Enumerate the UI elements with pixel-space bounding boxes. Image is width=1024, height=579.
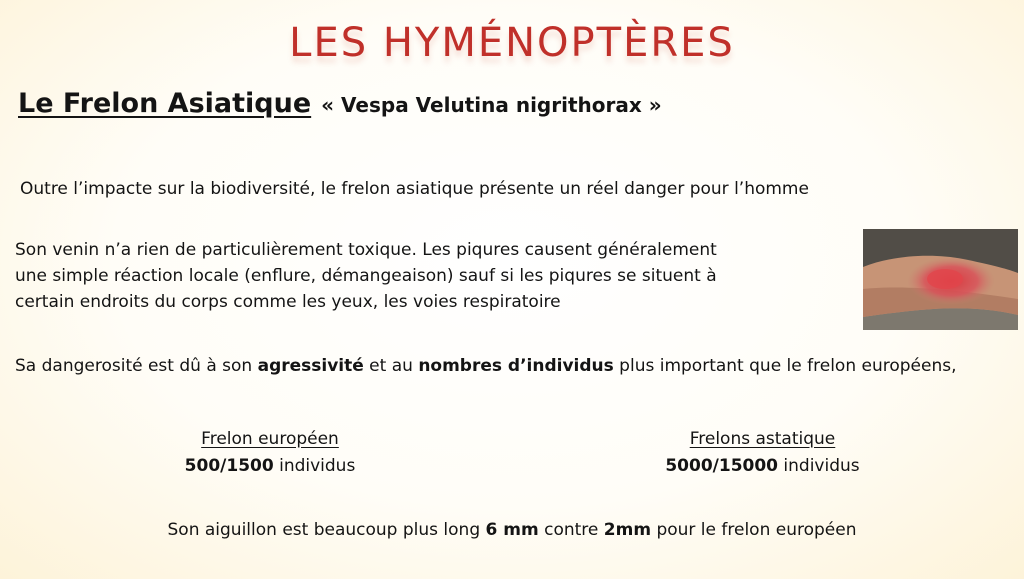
comparison-number: 5000/15000 xyxy=(665,456,779,476)
comparison-unit: individus xyxy=(273,456,356,476)
danger-text: Sa dangerosité est dû à son xyxy=(15,356,258,376)
venom-paragraph xyxy=(15,237,717,315)
comparison-heading: Frelons astatique xyxy=(689,429,836,449)
sting-bold-european-length: 2mm xyxy=(603,520,652,540)
venom-line: une simple réaction locale (enflure, démangeaison) sauf si les piqures se situent à xyxy=(15,266,717,286)
sting-text: Son aiguillon est beaucoup plus long xyxy=(167,520,486,540)
comparison-number: 500/1500 xyxy=(184,456,274,476)
sting-reaction-photo xyxy=(863,229,1018,330)
section-heading xyxy=(18,88,662,119)
slide-title: LES HYMÉNOPTÈRES xyxy=(289,20,735,66)
intro-paragraph: Outre l’impacte sur la biodiversité, le frelon asiatique présente un réel danger pour l’homme xyxy=(20,179,809,199)
venom-line: certain endroits du corps comme les yeux, les voies respiratoire xyxy=(15,292,561,312)
comparison-european xyxy=(170,426,370,480)
venom-line: Son venin n’a rien de particulièrement toxique. Les piqures causent généralement xyxy=(15,240,717,260)
sting-text: contre xyxy=(538,520,604,540)
arm-photo-icon xyxy=(863,229,1018,330)
comparison-heading: Frelon européen xyxy=(201,429,339,449)
danger-paragraph xyxy=(15,353,957,379)
sting-text: pour le frelon européen xyxy=(651,520,857,540)
danger-bold-numbers: nombres d’individus xyxy=(418,356,614,376)
comparison-unit: individus xyxy=(778,456,860,476)
sting-bold-asian-length: 6 mm xyxy=(485,520,539,540)
danger-text: plus important que le frelon européens, xyxy=(613,356,957,376)
sting-paragraph xyxy=(0,520,1024,540)
comparison-value xyxy=(185,456,356,476)
heading-latin-name: « Vespa Velutina nigrithorax » xyxy=(321,93,662,117)
comparison-value xyxy=(665,456,859,476)
danger-text: et au xyxy=(363,356,419,376)
danger-bold-aggressivity: agressivité xyxy=(257,356,364,376)
comparison-asian xyxy=(650,426,875,480)
heading-main: Le Frelon Asiatique xyxy=(18,88,312,119)
